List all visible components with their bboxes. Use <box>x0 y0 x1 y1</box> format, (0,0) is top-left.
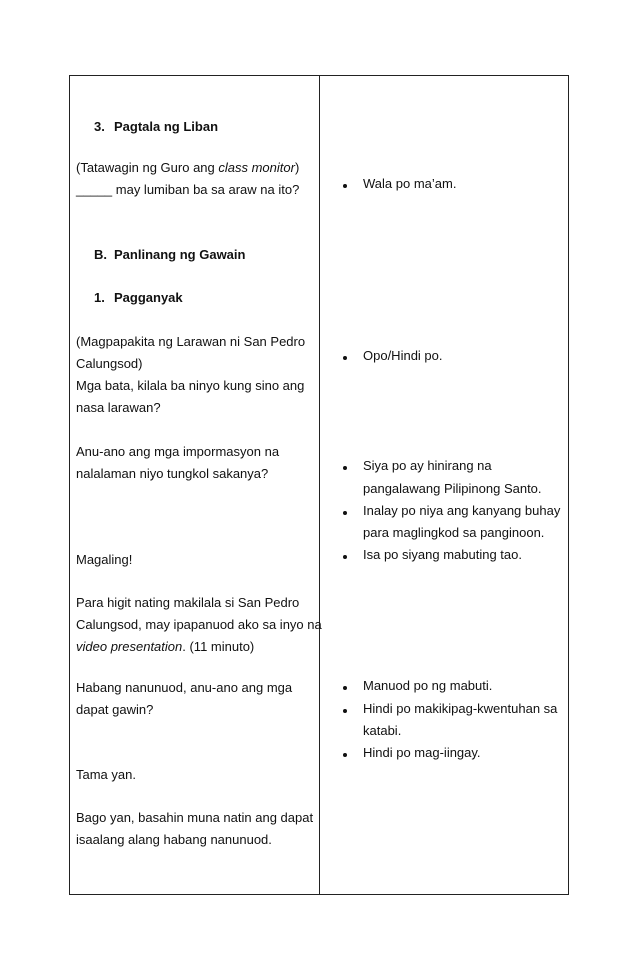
answer-kwentuhan-line2: katabi. <box>363 723 402 738</box>
bullet-dot <box>343 709 347 713</box>
closing-line2: isaalang alang habang nanunuod. <box>76 832 272 847</box>
question-info-line2: nalalaman niyo tungkol sakanya? <box>76 466 269 481</box>
instruction-call-monitor-prefix: (Tatawagin ng Guro ang <box>76 160 219 175</box>
paragraph-video-suffix: . (11 minuto) <box>182 639 255 654</box>
instruction-call-monitor-italic: class monitor <box>218 160 295 175</box>
paragraph-video-line1: Para higit nating makilala si San Pedro <box>76 595 300 610</box>
answer-hinirang-line2: pangalawang Pilipinong Santo. <box>363 481 542 496</box>
bullet-dot <box>343 511 347 515</box>
answer-wala-po: Wala po ma’am. <box>363 176 457 191</box>
paragraph-video-line3 <box>76 636 254 658</box>
question-who-line1: Mga bata, kilala ba ninyo kung sino ang <box>76 378 305 393</box>
bullet-dot <box>343 555 347 559</box>
paragraph-video-line2: Calungsod, may ipapanuod ako sa inyo na <box>76 617 322 632</box>
answer-mabuting-tao: Isa po siyang mabuting tao. <box>363 547 522 562</box>
answer-mag-iingay: Hindi po mag-iingay. <box>363 745 481 760</box>
answer-inalay-line2: para maglingkod sa panginoon. <box>363 525 545 540</box>
question-info-line1: Anu-ano ang mga impormasyon na <box>76 444 280 459</box>
sectionB-letter: B. <box>94 247 107 262</box>
bullet-dot <box>343 184 347 188</box>
closing-line1: Bago yan, basahin muna natin ang dapat <box>76 810 314 825</box>
bullet-dot <box>343 466 347 470</box>
question-while-watching-line1: Habang nanunuod, anu-ano ang mga <box>76 680 293 695</box>
paragraph-video-italic: video presentation <box>76 639 183 654</box>
instruction-call-monitor <box>76 157 299 179</box>
praise-tama-yan: Tama yan. <box>76 767 136 782</box>
section3-number: 3. <box>94 119 105 134</box>
question-who-line2: nasa larawan? <box>76 400 161 415</box>
bullet-dot <box>343 753 347 757</box>
section1-number: 1. <box>94 290 105 305</box>
question-while-watching-line2: dapat gawin? <box>76 702 154 717</box>
section1-title: Pagganyak <box>114 290 183 305</box>
question-absence: _____ may lumiban ba sa araw na ito? <box>76 182 300 197</box>
praise-magaling: Magaling! <box>76 552 133 567</box>
instruction-show-picture-line1: (Magpapakita ng Larawan ni San Pedro <box>76 334 306 349</box>
bullet-dot <box>343 686 347 690</box>
section3-title: Pagtala ng Liban <box>114 119 219 134</box>
answer-kwentuhan-line1: Hindi po makikipag-kwentuhan sa <box>363 701 558 716</box>
instruction-show-picture-line2: Calungsod) <box>76 356 143 371</box>
column-divider <box>319 76 320 894</box>
answer-hinirang-line1: Siya po ay hinirang na <box>363 458 492 473</box>
answer-manuod: Manuod po ng mabuti. <box>363 678 493 693</box>
answer-opo-hindi: Opo/Hindi po. <box>363 348 443 363</box>
sectionB-title: Panlinang ng Gawain <box>114 247 246 262</box>
instruction-call-monitor-suffix: ) <box>294 160 300 175</box>
answer-inalay-line1: Inalay po niya ang kanyang buhay <box>363 503 561 518</box>
bullet-dot <box>343 356 347 360</box>
